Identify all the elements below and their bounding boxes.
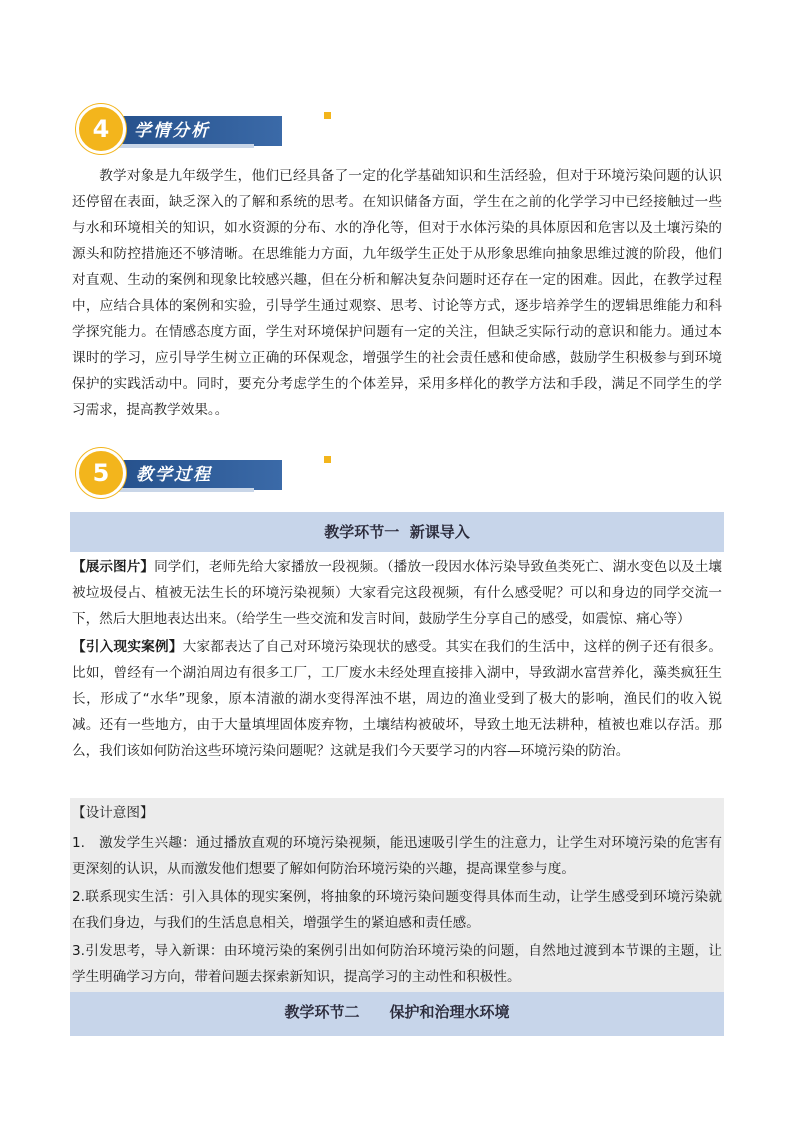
design-item-3: 3.引发思考，导入新课：由环境污染的案例引出如何防治环境污染的问题，自然地过渡到本节课的主题，让学生明确学习方向，带着问题去探索新知识，提高学习的主动性和积极性。 <box>72 943 722 985</box>
accent-square <box>324 112 331 119</box>
section-number-badge: 5 <box>76 448 126 498</box>
real-case-paragraph <box>70 634 724 764</box>
real-case-label: 【引入现实案例】 <box>72 639 183 655</box>
stage-title: 教学环节一 新课导入 <box>324 523 470 541</box>
accent-square <box>324 456 331 463</box>
design-intent-label: 【设计意图】 <box>72 805 154 821</box>
section-title: 教学过程 <box>136 465 212 485</box>
heading-bar <box>104 460 282 490</box>
section-4-heading <box>76 104 276 150</box>
show-image-paragraph <box>70 554 724 632</box>
stage-title: 教学环节二 保护和治理水环境 <box>284 1003 510 1021</box>
stage-2-header <box>70 992 724 1036</box>
design-item-2: 2.联系现实生活：引入具体的现实案例，将抽象的环境污染问题变得具体而生动，让学生感受到环境污染就在我们身边，与我们的生活息息相关，增强学生的紧迫感和责任感。 <box>72 889 722 931</box>
design-intent-block <box>70 798 724 992</box>
show-image-text: 同学们，老师先给大家播放一段视频。（播放一段因水体污染导致鱼类死亡、湖水变色以及土壤被垃圾侵占、植被无法生长的环境污染视频）大家看完这段视频，有什么感受呢？可以和身边的同学交流一下，然后大胆地表达出来。（给学生一些交流和发言时间，鼓励学生分享自己的感受，如震惊、痛心等） <box>72 559 723 627</box>
section-title: 学情分析 <box>134 121 210 141</box>
real-case-text: 大家都表达了自己对环境污染现状的感受。其实在我们的生活中，这样的例子还有很多。比如，曾经有一个湖泊周边有很多工厂，工厂废水未经处理直接排入湖中，导致湖水富营养化，藻类疯狂生长，形成了“水华”现象，原本清澈的湖水变得浑浊不堪，周边的渔业受到了极大的影响，渔民们的收入锐减。还有一些地方，由于大量填埋固体废弃物，土壤结构被破坏，导致土地无法耕种，植被也难以存活。那么，我们该如何防治这些环境污染问题呢？这就是我们今天要学习的内容—环境污染的防治。 <box>72 639 723 759</box>
learner-analysis-paragraph: 教学对象是九年级学生，他们已经具备了一定的化学基础知识和生活经验，但对于环境污染问题的认识还停留在表面，缺乏深入的了解和系统的思考。在知识储备方面，学生在之前的化学学习中已经接触过一些与水和环境相关的知识，如水资源的分布、水的净化等，但对于水体污染的具体原因和危害以及土壤污染的源头和防控措施还不够清晰。在思维能力方面，九年级学生正处于从形象思维向抽象思维过渡的阶段，他们对直观、生动的案例和现象比较感兴趣，但在分析和解决复杂问题时还存在一定的困难。因此，在教学过程中，应结合具体的案例和实验，引导学生通过观察、思考、讨论等方式，逐步培养学生的逻辑思维能力和科学探究能力。在情感态度方面，学生对环境保护问题有一定的关注，但缺乏实际行动的意识和能力。通过本课时的学习，应引导学生树立正确的环保观念，增强学生的社会责任感和使命感，鼓励学生积极参与到环境保护的实践活动中。同时，要充分考虑学生的个体差异，采用多样化的教学方法和手段，满足不同学生的学习需求，提高教学效果。。 <box>72 168 722 418</box>
stage-1-content <box>70 554 724 764</box>
section-number-badge: 4 <box>76 104 126 154</box>
design-item-1: 1. 激发学生兴趣：通过播放直观的环境污染视频，能迅速吸引学生的注意力，让学生对环境污染的危害有更深刻的认识，从而激发他们想要了解如何防治环境污染的兴趣，提高课堂参与度。 <box>72 835 722 877</box>
show-image-label: 【展示图片】 <box>72 559 155 575</box>
heading-bar <box>104 116 282 146</box>
stage-1-header <box>70 512 724 552</box>
section-5-heading <box>76 448 276 494</box>
